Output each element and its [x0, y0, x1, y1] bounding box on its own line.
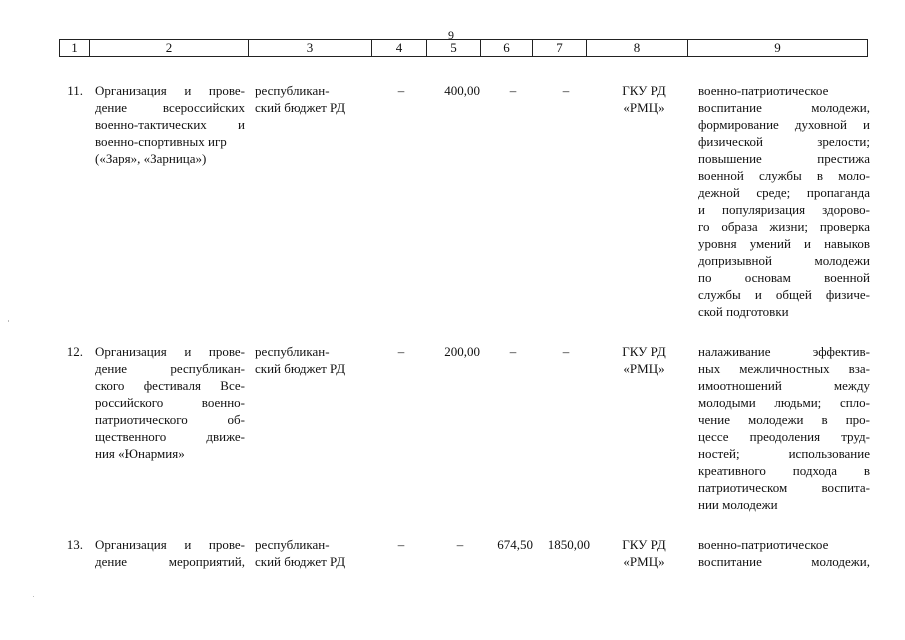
text-line: дение мероприятий,: [95, 554, 245, 569]
scan-artifact: [33, 596, 34, 597]
text-line: ГКУ РД: [622, 537, 666, 552]
text-line: «РМЦ»: [623, 100, 665, 115]
col7-value: –: [562, 344, 570, 359]
text-line: ния «Юнармия»: [95, 446, 185, 461]
col4-value: –: [397, 537, 405, 552]
col5-value: 200,00: [444, 344, 480, 359]
text-line: российского военно-: [95, 395, 245, 410]
column-header-1: 1: [60, 40, 90, 57]
text-line: военно-патриотическое: [698, 83, 829, 98]
event-name: [95, 343, 245, 462]
text-line: ской подготовки: [698, 304, 789, 319]
text-line: чение молодежи в про-: [698, 412, 870, 427]
column-header-7: 7: [533, 40, 587, 57]
text-line: ностей; использование: [698, 446, 870, 461]
text-line: республикан-: [255, 537, 330, 552]
event-name: [95, 82, 245, 167]
column-header-3: 3: [249, 40, 372, 57]
text-line: формирование духовной и: [698, 117, 870, 132]
event-name: [95, 536, 245, 570]
text-line: ский бюджет РД: [255, 554, 346, 569]
text-line: Организация и прове-: [95, 344, 245, 359]
text-line: «РМЦ»: [623, 361, 665, 376]
text-line: дение республикан-: [95, 361, 245, 376]
text-line: цессе преодоления труд-: [698, 429, 870, 444]
col5-value: –: [456, 537, 464, 552]
text-line: ГКУ РД: [622, 344, 666, 359]
text-line: щественного движе-: [95, 429, 245, 444]
text-line: го образа жизни; проверка: [698, 219, 870, 234]
text-line: патриотическом воспита-: [698, 480, 870, 495]
funding-source: [255, 82, 373, 116]
text-line: ского фестиваля Все-: [95, 378, 245, 393]
column-header-9: 9: [688, 40, 868, 57]
column-header-6: 6: [481, 40, 533, 57]
text-line: военно-спортивных игр: [95, 134, 227, 149]
text-line: и популяризация здорово-: [698, 202, 870, 217]
text-line: физической зрелости;: [698, 134, 870, 149]
column-header-row: [59, 39, 868, 57]
text-line: дение всероссийских: [95, 100, 245, 115]
col7-value: 1850,00: [547, 537, 590, 552]
text-line: Организация и прове-: [95, 83, 245, 98]
text-line: («Заря», «Зарница»): [95, 151, 207, 166]
text-line: республикан-: [255, 83, 330, 98]
text-line: военно-патриотическое: [698, 537, 829, 552]
col4-value: –: [397, 344, 405, 359]
page-number: 9: [448, 28, 454, 42]
text-line: «РМЦ»: [623, 554, 665, 569]
col7-value: –: [562, 83, 570, 98]
col5-value: 400,00: [444, 83, 480, 98]
expected-result: [698, 343, 870, 513]
col4-value: –: [397, 83, 405, 98]
text-line: нии молодежи: [698, 497, 778, 512]
row-number: 11.: [67, 83, 83, 98]
executor: [608, 82, 680, 116]
text-line: имоотношений между: [698, 378, 870, 393]
text-line: допризывной молодежи: [698, 253, 870, 268]
column-header-4: 4: [372, 40, 427, 57]
scan-artifact: [8, 320, 9, 322]
text-line: военной службы в моло-: [698, 168, 870, 183]
row-number: 12.: [66, 344, 83, 359]
text-line: республикан-: [255, 344, 330, 359]
text-line: налаживание эффектив-: [698, 344, 870, 359]
col6-value: –: [509, 344, 517, 359]
text-line: ных межличностных вза-: [698, 361, 870, 376]
text-line: воспитание молодежи,: [698, 554, 870, 569]
text-line: Организация и прове-: [95, 537, 245, 552]
executor: [608, 536, 680, 570]
text-line: ГКУ РД: [622, 83, 666, 98]
text-line: воспитание молодежи,: [698, 100, 870, 115]
text-line: креативного подхода в: [698, 463, 870, 478]
expected-result: [698, 82, 870, 320]
text-line: военно-тактических и: [95, 117, 245, 132]
text-line: дежной среде; пропаганда: [698, 185, 870, 200]
text-line: ский бюджет РД: [255, 100, 346, 115]
text-line: молодыми людьми; спло-: [698, 395, 870, 410]
executor: [608, 343, 680, 377]
row-number: 13.: [66, 537, 83, 552]
col6-value: 674,50: [497, 537, 533, 552]
column-header-8: 8: [587, 40, 688, 57]
text-line: ский бюджет РД: [255, 361, 346, 376]
expected-result: [698, 536, 870, 570]
text-line: уровня умений и навыков: [698, 236, 870, 251]
col6-value: –: [509, 83, 517, 98]
funding-source: [255, 536, 373, 570]
text-line: службы и общей физиче-: [698, 287, 870, 302]
text-line: по основам военной: [698, 270, 870, 285]
column-header-5: 5: [427, 40, 481, 57]
column-header-2: 2: [90, 40, 249, 57]
text-line: патриотического об-: [95, 412, 245, 427]
funding-source: [255, 343, 373, 377]
text-line: повышение престижа: [698, 151, 870, 166]
